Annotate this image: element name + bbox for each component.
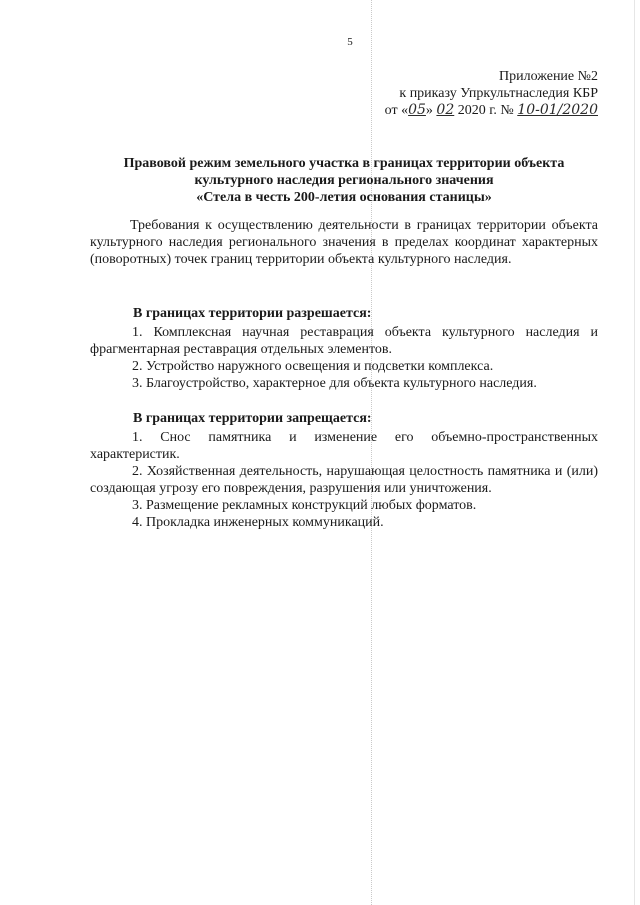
intro-paragraph: Требования к осуществлению деятельности в границах территории объекта культурного наследия регионального значения в пределах координат характерных (поворотных) точек границ территории объекта культурного наследия. [90,218,598,267]
handwritten-order-number: 10-01/2020 [517,102,598,118]
list-item: 1. Комплексная научная реставрация объекта культурного наследия и фрагментарная реставрация отдельных элементов. [90,325,598,357]
list-item: 3. Размещение рекламных конструкций любых форматов. [132,498,477,513]
date-year: 2020 г. № [454,103,518,118]
title-line-1: Правовой режим земельного участка в границах территории объекта [123,156,565,171]
page-number: 5 [347,36,353,48]
list-item: 4. Прокладка инженерных коммуникаций. [132,515,384,530]
forbidden-heading: В границах территории запрещается: [133,411,372,426]
allowed-list [90,324,598,392]
appendix-header [385,68,598,119]
title-line-2: культурного наследия регионального значения [194,173,494,188]
page-edge [634,0,635,905]
list-item: 2. Хозяйственная деятельность, нарушающая целостность памятника и (или) создающая угрозу его повреждения, разрушения или уничтожения. [90,464,598,496]
handwritten-day: 05 [408,102,426,118]
title-line-3: «Стела в честь 200-летия основания станицы» [196,190,492,205]
handwritten-month: 02 [436,102,455,118]
forbidden-list [90,429,598,531]
date-sep: » [425,103,437,118]
list-item: 2. Устройство наружного освещения и подсветки комплекса. [132,359,494,374]
appendix-date-line [385,102,598,119]
allowed-heading: В границах территории разрешается: [133,306,372,321]
list-item: 1. Снос памятника и изменение его объемно-пространственных характеристик. [90,430,598,462]
document-title [90,155,598,206]
appendix-title: Приложение №2 [499,69,598,84]
list-item: 3. Благоустройство, характерное для объекта культурного наследия. [132,376,537,391]
appendix-order-ref: к приказу Упркультнаследия КБР [399,86,598,101]
date-prefix: от « [384,103,409,118]
